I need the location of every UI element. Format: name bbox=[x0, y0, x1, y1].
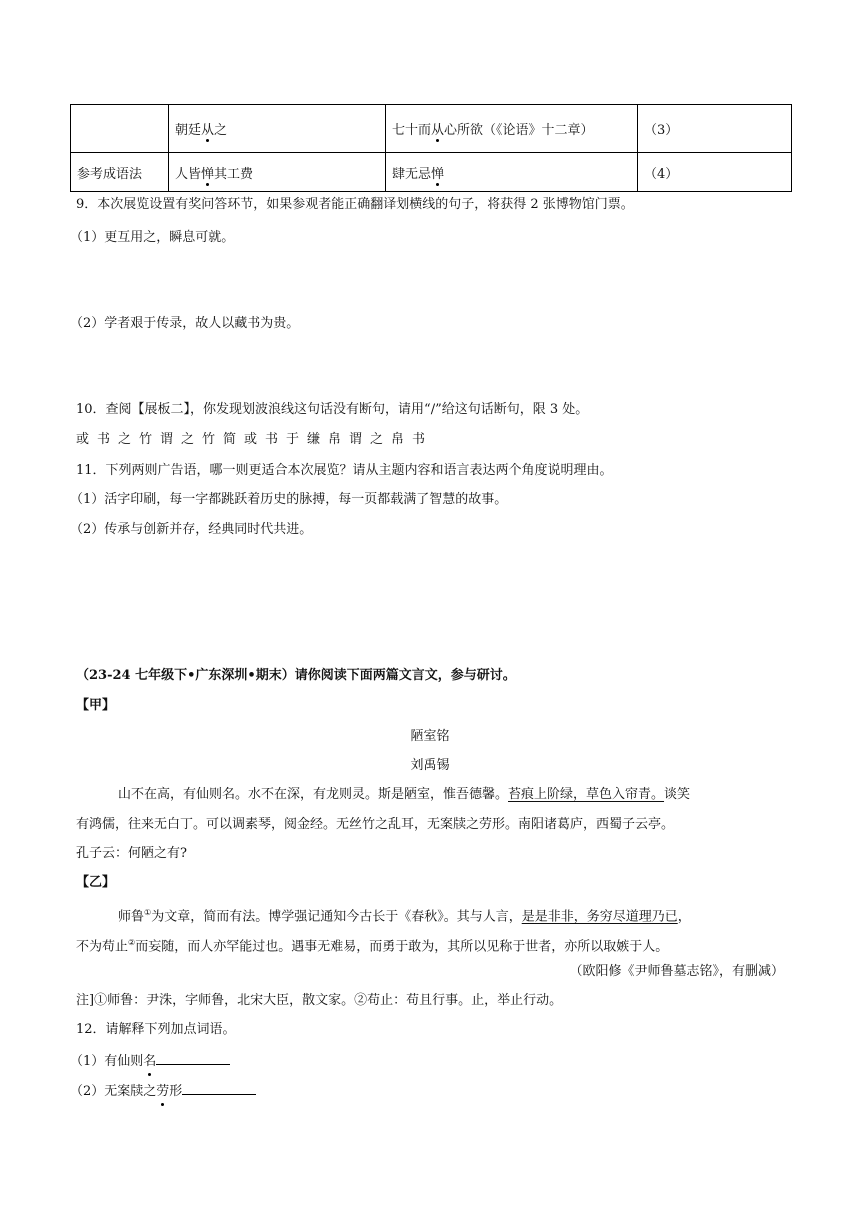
question-12-item-1: （1）有仙则名 bbox=[70, 1050, 230, 1072]
passage-jia-line-2: 有鸿儒，往来无白丁。可以调素琴，阅金经。无丝竹之乱耳，无案牍之劳形。南阳诸葛庐，西蜀子云亭。 bbox=[76, 817, 675, 832]
question-11-option-2: （2）传承与创新并存，经典同时代共进。 bbox=[70, 522, 313, 537]
question-10-stem: 10．查阅【展板二】，你发现划波浪线这句话没有断句，请用“/”给这句话断句，限 3 处。 bbox=[76, 402, 589, 417]
passage-char: 于 bbox=[286, 432, 300, 447]
answer-blank[interactable] bbox=[156, 1050, 230, 1065]
footnote: 注]①师鲁：尹洙，字师鲁，北宋大臣，散文家。②苟止：苟且行事。止，举止行动。 bbox=[76, 993, 563, 1008]
passage-char: 或 bbox=[244, 432, 258, 447]
table-cell: （3） bbox=[638, 105, 792, 153]
table-cell: 朝廷从之 bbox=[169, 105, 386, 153]
answer-blank[interactable] bbox=[182, 1080, 256, 1095]
passage-char: 书 bbox=[265, 432, 279, 447]
passage-char: 简 bbox=[223, 432, 237, 447]
passage-char: 竹 bbox=[139, 432, 153, 447]
question-11-option-1: （1）活字印刷，每一字都跳跃着历史的脉搏，每一页都载满了智慧的故事。 bbox=[70, 492, 508, 507]
passage-char: 帛 bbox=[328, 432, 342, 447]
passage-title: 陋室铭 bbox=[410, 729, 450, 744]
passage-yi-label: 【乙】 bbox=[76, 875, 116, 890]
section-heading: （23-24 七年级下•广东深圳•期末）请你阅读下面两篇文言文，参与研讨。 bbox=[76, 668, 516, 683]
passage-char: 之 bbox=[181, 432, 195, 447]
vocab-table bbox=[70, 104, 792, 192]
passage-char: 竹 bbox=[202, 432, 216, 447]
table-cell: 人皆惮其工费 bbox=[169, 153, 386, 192]
question-12-item-2: （2）无案牍之劳形 bbox=[70, 1080, 256, 1102]
passage-jia-label: 【甲】 bbox=[76, 698, 116, 713]
passage-char: 之 bbox=[370, 432, 384, 447]
passage-char: 谓 bbox=[160, 432, 174, 447]
passage-author: 刘禹锡 bbox=[410, 758, 450, 773]
passage-char: 之 bbox=[118, 432, 132, 447]
question-9-sentence-1: （1）更互用之，瞬息可就。 bbox=[70, 230, 235, 245]
passage-source: （欧阳修《尹师鲁墓志铭》，有删减） bbox=[569, 964, 784, 979]
question-9-stem: 9．本次展览设置有奖问答环节，如果参观者能正确翻译划横线的句子，将获得 2 张博物馆门票。 bbox=[76, 197, 634, 212]
table-cell: 参考成语法 bbox=[71, 153, 169, 192]
passage-yi-line-2: 不为苟止②而妄随，而人亦罕能过也。遇事无难易，而勇于敢为，其所以见称于世者，亦所以取嫉于人。 bbox=[76, 938, 669, 955]
table-cell: 七十而从心所欲（《论语》十二章） bbox=[386, 105, 638, 153]
table-cell bbox=[71, 105, 169, 153]
question-9-sentence-2: （2）学者艰于传录，故人以藏书为贵。 bbox=[70, 316, 300, 331]
passage-char: 缣 bbox=[307, 432, 321, 447]
table-row bbox=[71, 153, 792, 192]
passage-jia-line-1: 山不在高，有仙则名。水不在深，有龙则灵。斯是陋室，惟吾德馨。苔痕上阶绿，草色入帘青。谈笑 bbox=[118, 787, 691, 802]
question-10-text bbox=[76, 430, 433, 450]
passage-char: 谓 bbox=[349, 432, 363, 447]
table-cell: （4） bbox=[638, 153, 792, 192]
passage-char: 书 bbox=[97, 432, 111, 447]
table-row bbox=[71, 105, 792, 153]
question-11-stem: 11．下列两则广告语，哪一则更适合本次展览？请从主题内容和语言表达两个角度说明理由。 bbox=[76, 463, 613, 478]
passage-jia-line-3: 孔子云：何陋之有? bbox=[76, 846, 187, 861]
passage-char: 书 bbox=[412, 432, 426, 447]
table-cell: 肆无忌惮 bbox=[386, 153, 638, 192]
question-12-stem: 12．请解释下列加点词语。 bbox=[76, 1022, 236, 1037]
passage-char: 或 bbox=[76, 432, 90, 447]
passage-yi-line-1: 师鲁①为文章，简而有法。博学强记通知今古长于《春秋》。其与人言，是是非非，务穷尽道理乃已， bbox=[118, 908, 691, 925]
passage-char: 帛 bbox=[391, 432, 405, 447]
